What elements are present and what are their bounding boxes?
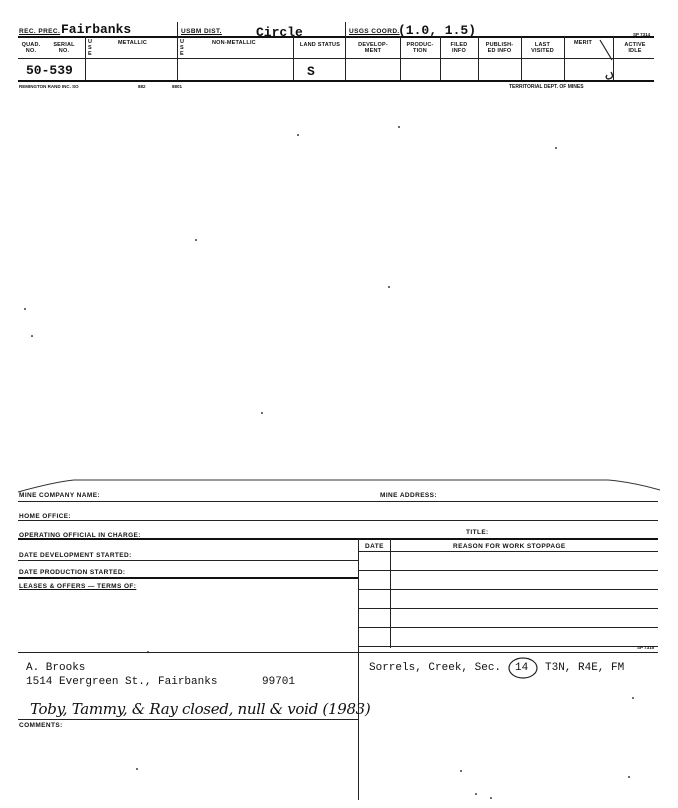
col-divider: [521, 36, 522, 80]
rule: [18, 577, 358, 579]
note-name: A. Brooks: [26, 662, 86, 674]
col-use-letters-2: U S E: [180, 39, 185, 57]
rule: [18, 520, 658, 521]
col-active-idle: ACTIVE IDLE: [624, 42, 646, 54]
note-zip: 99701: [262, 676, 296, 688]
rule: [18, 719, 358, 720]
date-production-label: DATE PRODUCTION STARTED:: [19, 569, 126, 576]
header-bottom-rule: [18, 80, 654, 82]
note-address: 1514 Evergreen St., Fairbanks: [26, 676, 218, 688]
note-location-prefix: Sorrels, Creek, Sec.: [369, 662, 502, 674]
date-col-label: DATE: [365, 543, 384, 550]
header-top-rule: [18, 36, 654, 38]
col-serial-no: SERIAL NO.: [53, 42, 75, 54]
reason-col-label: REASON FOR WORK STOPPAGE: [453, 543, 566, 550]
col-production: PRODUC- TION: [406, 42, 434, 54]
col-divider: [564, 36, 565, 80]
rec-prec-value: Fairbanks: [61, 22, 132, 37]
rule: [18, 501, 658, 502]
col-divider: [345, 36, 346, 80]
rule: [358, 627, 658, 628]
mine-address-label: MINE ADDRESS:: [380, 492, 437, 499]
printer-line: REMINGTON RAND INC. SO: [19, 84, 79, 89]
printer-code-2: 8801: [172, 84, 183, 89]
col-filed-info: FILED INFO: [450, 42, 468, 54]
center-divider: [358, 538, 359, 800]
col-merit: MERIT: [574, 40, 593, 46]
col-quad-no: QUAD. NO.: [21, 42, 41, 54]
rule: [18, 538, 658, 540]
rule: [358, 551, 658, 552]
note-location-suffix: T3N, R4E, FM: [545, 662, 625, 674]
quad-serial-value: 50-539: [26, 63, 73, 78]
rule: [358, 608, 658, 609]
col-last-visited: LAST VISITED: [531, 42, 554, 54]
form-number: SP 7314: [633, 32, 651, 37]
col-divider: [293, 36, 294, 80]
comments-label: COMMENTS:: [19, 722, 63, 729]
mine-company-name-label: MINE COMPANY NAME:: [19, 492, 100, 499]
col-divider: [440, 36, 441, 80]
operating-official-label: OPERATING OFFICIAL IN CHARGE:: [19, 532, 141, 539]
lower-form-number: SP 7315: [637, 645, 655, 650]
col-land-status: LAND STATUS: [299, 42, 341, 48]
leases-offers-label: LEASES & OFFERS — TERMS OF:: [19, 583, 137, 590]
divider: [177, 22, 178, 36]
usgs-coord-label: USGS COORD.: [349, 28, 400, 35]
divider: [345, 22, 346, 36]
handwritten-note: Toby, Tammy, & Ray closed, null & void (1983): [30, 700, 371, 718]
department-label: TERRITORIAL DEPT. OF MINES: [509, 84, 584, 90]
rec-prec-label: REC. PREC.: [19, 28, 61, 35]
printer-code-1: 882: [138, 84, 146, 89]
torn-edge: [14, 478, 664, 498]
header-mid-rule: [18, 58, 654, 59]
rule: [358, 589, 658, 590]
rule: [18, 560, 358, 561]
merit-slash-mark: [596, 38, 618, 82]
date-development-label: DATE DEVELOPMENT STARTED:: [19, 552, 132, 559]
col-divider: [400, 36, 401, 80]
col-divider: [177, 36, 178, 80]
circle-mark: [506, 655, 540, 681]
col-divider: [390, 538, 391, 648]
col-use-letters: U S E: [88, 39, 93, 57]
home-office-label: HOME OFFICE:: [19, 513, 72, 520]
rule: [18, 652, 658, 653]
col-metallic: METALLIC: [118, 40, 147, 46]
usgs-coord-value: (1.0, 1.5): [398, 23, 477, 38]
col-divider: [478, 36, 479, 80]
title-label: TITLE:: [466, 529, 489, 536]
usbm-dist-value: Circle: [256, 25, 303, 40]
col-development: DEVELOP- MENT: [358, 42, 388, 54]
rule: [358, 646, 658, 647]
usbm-dist-label: USBM DIST.: [181, 28, 222, 35]
col-divider: [85, 36, 86, 80]
rule: [358, 570, 658, 571]
col-non-metallic: NON-METALLIC: [212, 40, 256, 46]
land-status-value: S: [307, 64, 315, 79]
note-section-circled: 14: [515, 662, 529, 674]
col-published-info: PUBLISH- ED INFO: [485, 42, 514, 54]
